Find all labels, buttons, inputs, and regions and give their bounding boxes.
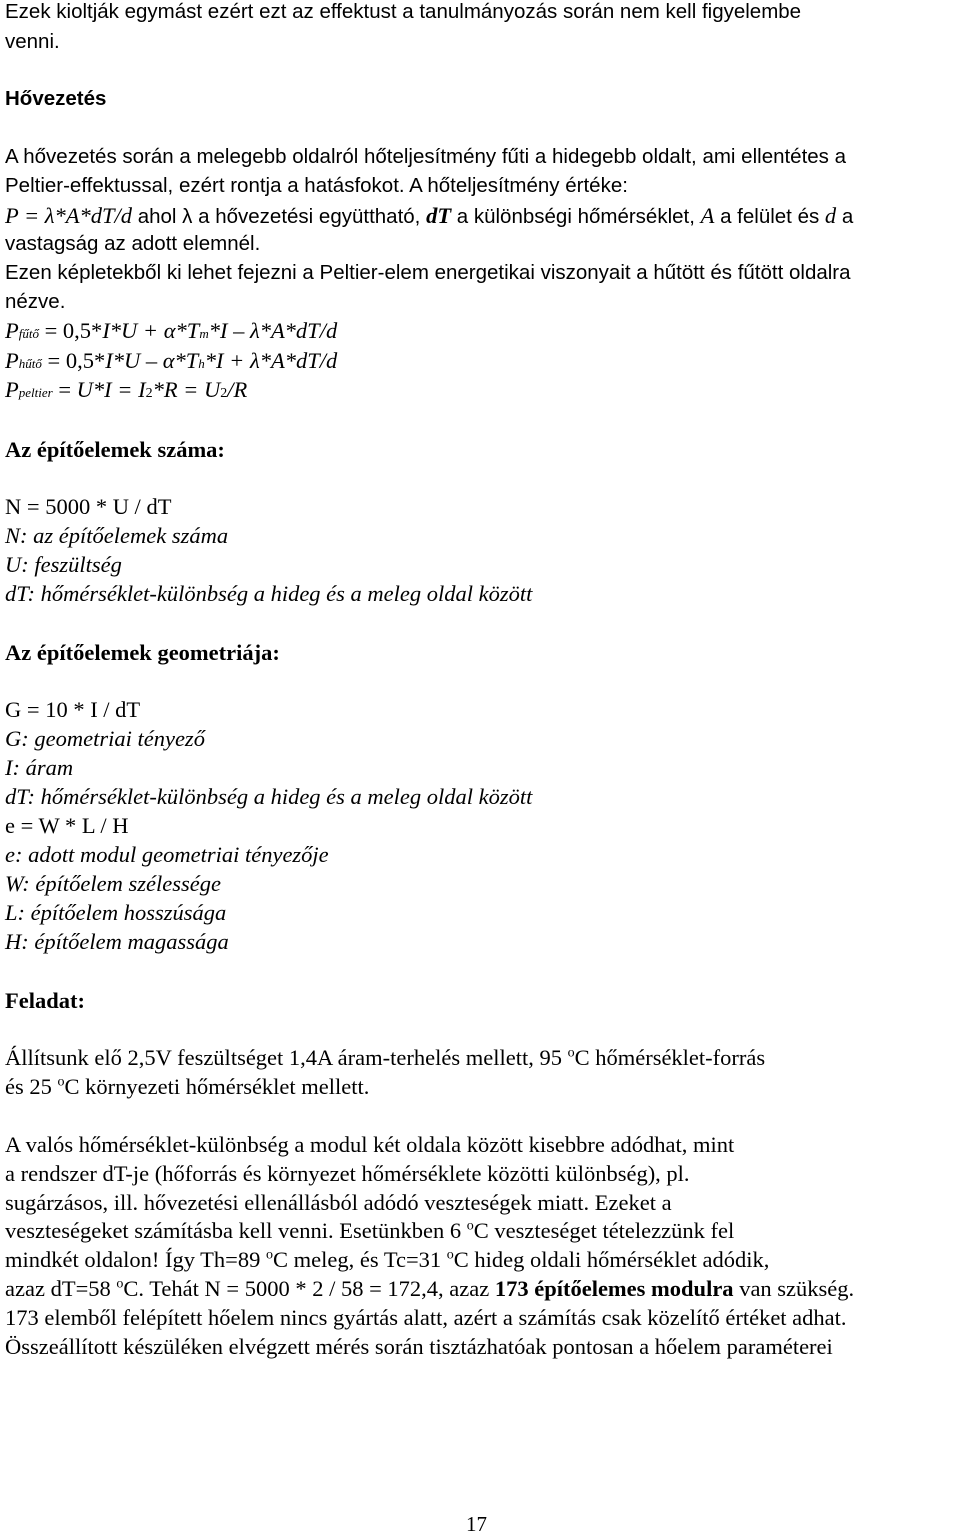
text-span: C veszteséget tételezzünk fel xyxy=(473,1218,735,1243)
symbol-A: A xyxy=(700,203,715,228)
degree-superscript: o xyxy=(567,1045,575,1061)
degree-superscript: o xyxy=(266,1247,273,1263)
definition-e: e: adott modul geometriai tényezője xyxy=(5,842,329,867)
definition-u: U: feszültség xyxy=(5,552,122,577)
formula-g: G = 10 * I / dT xyxy=(5,697,141,722)
formula-part: = 0,5* xyxy=(41,348,106,373)
hovezetes-line-2: Peltier-effektussal, ezért rontja a hatásfokot. A hőteljesítmény értéke: xyxy=(5,174,628,197)
section-heading-hovezetes: Hővezetés xyxy=(5,87,107,110)
formula-superscript: 2 xyxy=(220,386,228,401)
formula-subscript: hűtő xyxy=(18,356,42,371)
formula-subscript: fűtő xyxy=(18,326,39,341)
definition-dt-2: dT: hőmérséklet-különbség a hideg és a meleg oldal között xyxy=(5,784,533,809)
feladat-para-line-6 xyxy=(5,1276,854,1302)
hovezetes-line-6: nézve. xyxy=(5,290,66,313)
degree-superscript: o xyxy=(57,1074,65,1090)
intro-line-2: venni. xyxy=(5,30,60,53)
formula-part: *R = U xyxy=(152,377,221,402)
section-heading-szama: Az építőelemek száma: xyxy=(5,437,225,462)
formula-symbol: P xyxy=(5,348,19,373)
hovezetes-line-1: A hővezetés során a melegebb oldalról hőteljesítmény fűti a hidegebb oldalt, ami ellentétes a xyxy=(5,145,847,168)
formula-subscript: m xyxy=(199,326,209,341)
section-heading-geometria: Az építőelemek geometriája: xyxy=(5,640,280,665)
definition-w: W: építőelem szélessége xyxy=(5,871,221,896)
feladat-para-line-2: a rendszer dT-je (hőforrás és környezet hőmérséklete közötti különbség), pl. xyxy=(5,1161,690,1186)
formula-part: = xyxy=(52,377,77,402)
text-span: és 25 xyxy=(5,1074,58,1099)
text-span: a különbségi hőmérséklet, xyxy=(451,205,701,228)
text-span: azaz dT=58 xyxy=(5,1276,117,1301)
formula-n: N = 5000 * U / dT xyxy=(5,494,172,519)
text-span: veszteségeket számításba kell venni. Esetünkben 6 xyxy=(5,1218,467,1243)
feladat-para-line-3: sugárzásos, ill. hővezetési ellenállásból adódó veszteségek miatt. Ezeket a xyxy=(5,1190,672,1215)
page-number: 17 xyxy=(466,1512,487,1536)
formula-e: e = W * L / H xyxy=(5,813,129,838)
degree-superscript: o xyxy=(466,1218,474,1234)
text-span: C hőmérséklet-forrás xyxy=(574,1045,766,1070)
text-span: a xyxy=(836,205,854,228)
formula-symbol: P xyxy=(5,377,19,402)
hovezetes-line-5: Ezen képletekből ki lehet fejezni a Peltier-elem energetikai viszonyait a hűtött és fűtött oldalra xyxy=(5,261,851,284)
formula-p-huto xyxy=(5,348,337,374)
section-heading-feladat: Feladat: xyxy=(5,988,85,1013)
text-span: mindkét oldalon! Így Th=89 xyxy=(5,1247,266,1272)
symbol-d: d xyxy=(824,203,837,228)
formula-p-peltier xyxy=(5,377,247,403)
degree-superscript: o xyxy=(116,1276,124,1292)
text-span: Állítsunk elő 2,5V feszültséget 1,4A áram-terhelés mellett, 95 xyxy=(5,1045,568,1070)
text-span: a felület és xyxy=(714,205,825,228)
text-span: van szükség. xyxy=(733,1276,855,1301)
feladat-para-line-4 xyxy=(5,1218,734,1244)
text-span: C hideg oldali hőmérséklet adódik, xyxy=(453,1247,770,1272)
definition-dt: dT: hőmérséklet-különbség a hideg és a meleg oldal között xyxy=(5,581,533,606)
degree-superscript: o xyxy=(446,1247,454,1263)
formula-part: U*I = I xyxy=(76,377,146,402)
formula-subscript: peltier xyxy=(18,385,53,400)
formula-part: I*U – α*T xyxy=(105,348,199,373)
text-span: C környezeti hőmérséklet mellett. xyxy=(64,1074,370,1099)
result-highlight: 173 építőelemes modulra xyxy=(494,1276,734,1301)
feladat-line-1 xyxy=(5,1045,765,1071)
formula-part: = 0,5* xyxy=(38,318,103,343)
formula-part: I*U + α*T xyxy=(102,318,200,343)
definition-i: I: áram xyxy=(5,755,74,780)
feladat-para-line-1: A valós hőmérséklet-különbség a modul két oldala között kisebbre adódhat, mint xyxy=(5,1132,735,1157)
definition-g: G: geometriai tényező xyxy=(5,726,205,751)
feladat-para-line-8: Összeállított készüléken elvégzett mérés során tisztázhatóak pontosan a hőelem paraméterei xyxy=(5,1334,833,1359)
hovezetes-line-4: vastagság az adott elemnél. xyxy=(5,232,261,255)
formula-part: /R xyxy=(227,377,248,402)
text-span: ahol λ a hővezetési együttható, xyxy=(132,205,427,228)
formula-symbol: P xyxy=(5,318,19,343)
feladat-line-2 xyxy=(5,1074,369,1100)
text-span: C. Tehát N = 5000 * 2 / 58 = 172,4, azaz xyxy=(123,1276,495,1301)
hovezetes-line-3 xyxy=(5,203,853,229)
formula-subscript: h xyxy=(198,356,205,371)
definition-n: N: az építőelemek száma xyxy=(5,523,229,548)
feladat-para-line-7: 173 elemből felépített hőelem nincs gyártás alatt, azért a számítás csak közelítő értéket adhat. xyxy=(5,1305,847,1330)
formula-part: *I – λ*A*dT/d xyxy=(208,318,338,343)
definition-l: L: építőelem hosszúsága xyxy=(5,900,227,925)
text-span: C meleg, és Tc=31 xyxy=(273,1247,447,1272)
heat-power-formula: P = λ*A*dT/d xyxy=(5,203,133,228)
formula-superscript: 2 xyxy=(145,386,153,401)
definition-h: H: építőelem magassága xyxy=(5,929,229,954)
formula-part: *I + λ*A*dT/d xyxy=(204,348,338,373)
feladat-para-line-5 xyxy=(5,1247,769,1273)
symbol-dT: dT xyxy=(426,203,452,228)
formula-p-futo xyxy=(5,318,337,344)
intro-line-1: Ezek kioltják egymást ezért ezt az effektust a tanulmányozás során nem kell figyelembe xyxy=(5,0,802,23)
